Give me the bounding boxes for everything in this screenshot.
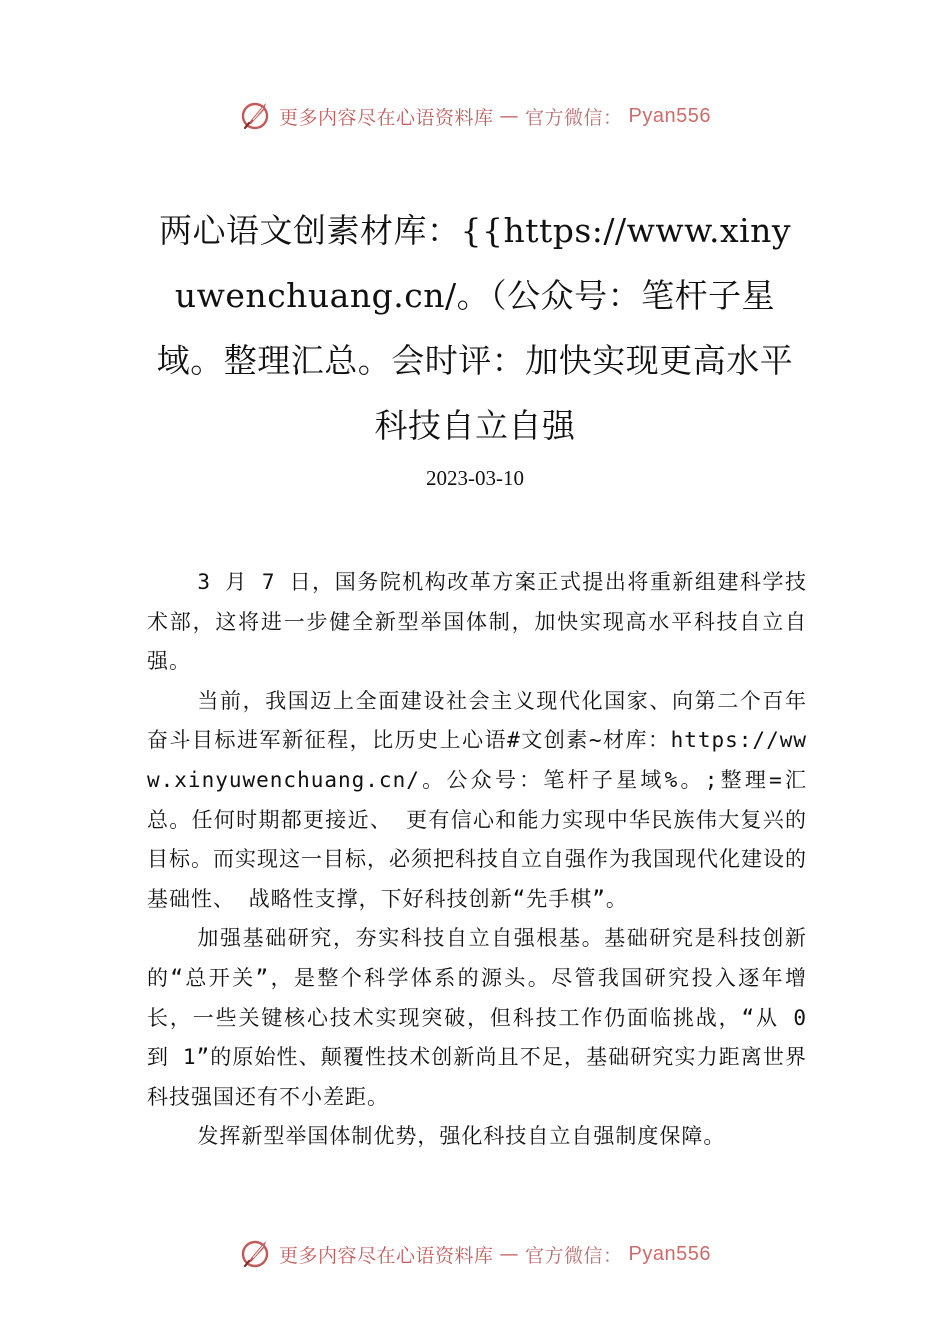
banner-separator: — — [499, 1243, 520, 1265]
banner-wechat-id: Pyan556 — [628, 1242, 711, 1265]
footer-banner — [0, 1232, 950, 1276]
quill-pen-logo-icon — [239, 1237, 273, 1271]
banner-wechat-label: 官方微信： — [525, 1244, 623, 1267]
quill-pen-logo-icon — [239, 99, 273, 133]
paragraph: 当前，我国迈上全面建设社会主义现代化国家、向第二个百年奋斗目标进军新征程，比历史上心语#文创素~材库：https://www.xinyuwenchuang.cn/。公众号：笔杆子星域%。;整理=汇总。任何时期都更接近、 更有信心和能力实现中华民族伟大复兴的目标。而实现这一目标，必须把科技自立自强作为我国现代化建设的基础性、 战略性支撑，下好科技创新“先手棋”。 — [147, 688, 807, 911]
banner-site-text: 更多内容尽在心语资料库 — [279, 106, 494, 129]
header-banner — [0, 94, 950, 138]
document-date: 2023-03-10 — [426, 466, 524, 490]
document-title: 两心语文创素材库：{{https://www.xinyuwenchuang.cn/。（公众号：笔杆子星域。整理汇总。会时评：加快实现更高水平科技自立自强 — [156, 211, 794, 445]
paragraph: 3 月 7 日，国务院机构改革方案正式提出将重新组建科学技术部，这将进一步健全新型举国体制，加快实现高水平科技自立自强。 — [147, 570, 807, 674]
banner-separator: — — [499, 105, 520, 127]
paragraph: 发挥新型举国体制优势，强化科技自立自强制度保障。 — [197, 1124, 726, 1149]
banner-wechat-id: Pyan556 — [628, 104, 711, 127]
banner-site-text: 更多内容尽在心语资料库 — [279, 1244, 494, 1267]
banner-wechat-label: 官方微信： — [525, 106, 623, 129]
article-body — [147, 563, 807, 1157]
paragraph: 加强基础研究，夯实科技自立自强根基。基础研究是科技创新的“总开关”，是整个科学体系的源头。尽管我国研究投入逐年增长，一些关键核心技术实现突破，但科技工作仍面临挑战，“从 0 到 1”的原始性、颠覆性技术创新尚且不足，基础研究实力距离世界科技强国还有不小差距。 — [147, 926, 807, 1109]
